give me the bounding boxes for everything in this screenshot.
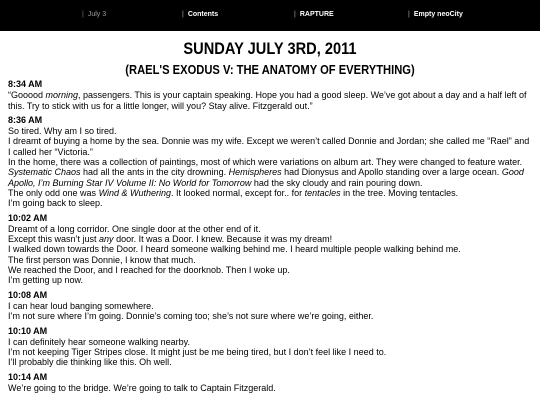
entry-line: I can definitely hear someone walking nearby. (8, 336, 190, 347)
journal-entry (8, 290, 534, 322)
top-nav-bar (0, 0, 540, 31)
page-subtitle: (RAEL'S EXODUS V: THE ANATOMY OF EVERYTHING) (125, 62, 415, 77)
entry-line: I’ll probably die thinking like this. Oh well. (8, 357, 172, 368)
entry-line: Dreamt of a long corridor. One single door at the other end of it. (8, 223, 261, 234)
entry-line: In the home, there was a collection of paintings, most of which were variations on album art. They were changed to feature water. Systematic Chaos had all the ants in the city drowning. Hemispheres had Dionysus and Apollo standing over a large ocean. Good Apollo, I’m Burning Star IV Volume II: No World for Tomorrow had the sky cloudy and rain pouring down. (8, 157, 524, 188)
entry-line: The first person was Donnie, I know that much. (8, 254, 196, 265)
entry-timestamp: 10:02 AM (8, 212, 48, 223)
entry-timestamp: 10:08 AM (8, 289, 48, 300)
nav-item-current-date[interactable]: | July 3 (82, 11, 107, 18)
entry-line: The only odd one was Wind & Wuthering. It looked normal, except for.. for tentacles in the tree. Moving tentacles. (8, 187, 459, 198)
entry-line: I’m getting up now. (8, 275, 84, 286)
entry-line: I’m not keeping Tiger Stripes close. It might just be me being tired, but I don’t feel like I need to. (8, 347, 387, 358)
entry-line: I dreamt of buying a home by the sea. Donnie was my wife. Except we weren’t called Donnie and Jordan; she called me “Rael” and I called her “Victoria.” (8, 136, 530, 157)
nav-item-rapture[interactable]: | RAPTURE (294, 11, 334, 18)
nav-item-empty-neocity[interactable]: | Empty neoCity (408, 11, 463, 18)
entry-line: I walked down towards the Door. I heard someone walking behind me. I heard multiple people walking behind me. (8, 244, 461, 255)
entry-timestamp: 10:14 AM (8, 371, 48, 382)
entry-line: We’re going to the bridge. We’re going to talk to Captain Fitzgerald. (8, 383, 276, 394)
entry-timestamp: 8:34 AM (8, 79, 43, 89)
entry-line: I’m not sure where I’m going. Donnie’s coming too; she’s not sure where we’re going, either. (8, 311, 374, 322)
journal-entry (8, 79, 534, 111)
page-title: SUNDAY JULY 3RD, 2011 (183, 39, 357, 58)
journal-entry (8, 372, 534, 394)
journal-entry (8, 213, 534, 286)
nav-item-contents[interactable]: | Contents (182, 11, 219, 18)
entry-timestamp: 10:10 AM (8, 325, 48, 336)
entry-line: Except this wasn’t just any door. It was a Door. I knew. Because it was my dream! (8, 234, 333, 245)
entry-line: So tired. Why am I so tired. (8, 126, 117, 137)
entry-line: We reached the Door, and I reached for the doorknob. Then I woke up. (8, 265, 290, 276)
entry-line: I’m going back to sleep. (8, 198, 103, 209)
journal-entry (8, 115, 534, 209)
journal-entry (8, 326, 534, 368)
entry-line: I can hear loud banging somewhere. (8, 300, 154, 311)
entry-timestamp: 8:36 AM (8, 114, 43, 125)
entry-line: “Gooood morning, passengers. This is your captain speaking. Hope you had a good sleep. We’ve got about a day and a half left of this. Try to stick with us for a little longer, will you? Stay alive. Fitzgerald out.” (8, 90, 527, 111)
journal-content (8, 79, 534, 393)
